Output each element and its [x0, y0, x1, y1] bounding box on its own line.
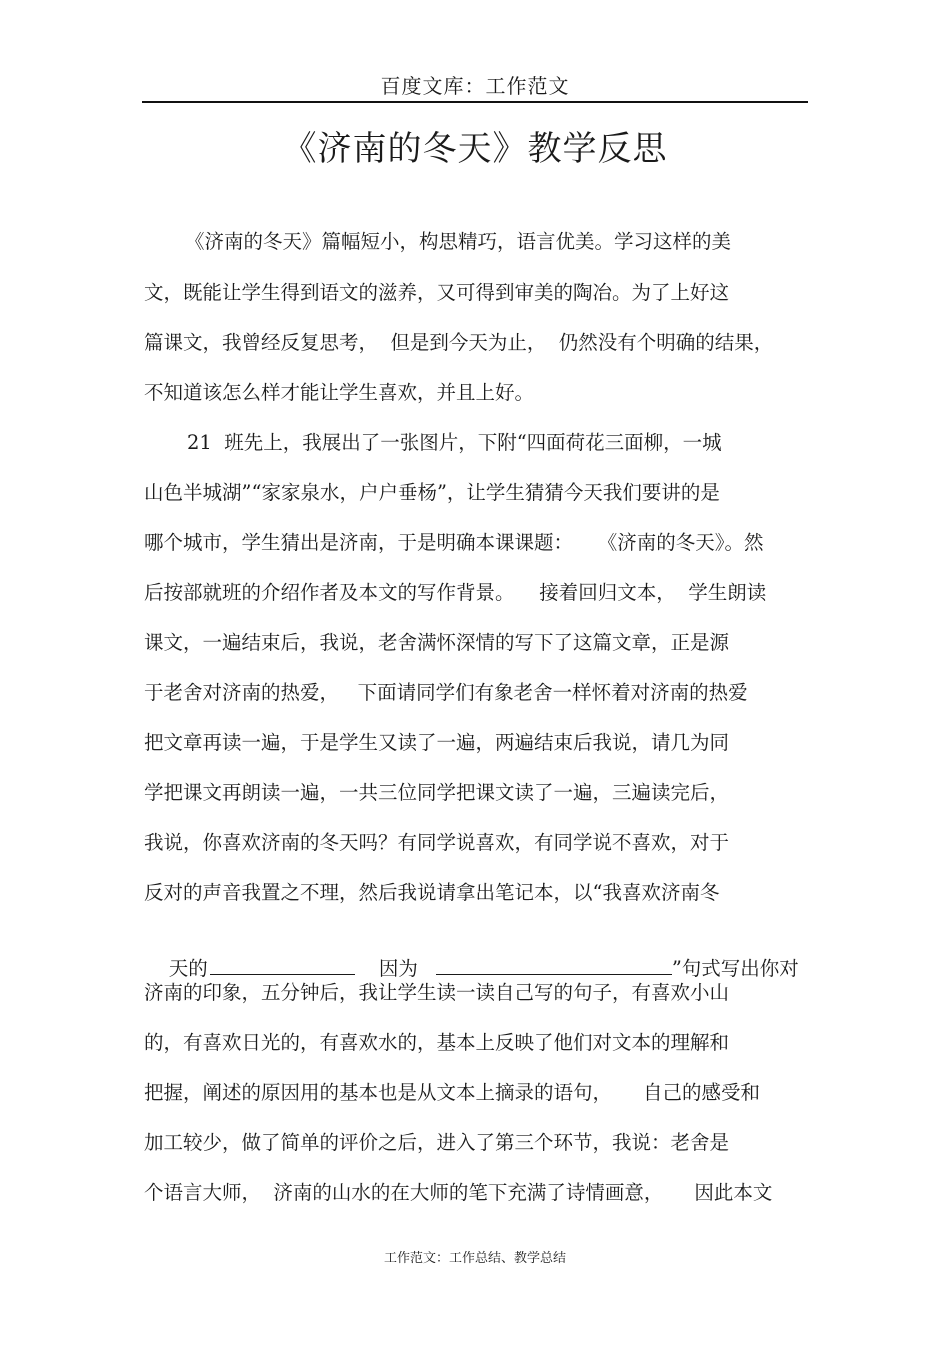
paragraph-line: 加工较少，做了简单的评价之后，进入了第三个环节，我说：老舍是 — [144, 1131, 730, 1154]
paragraph-line: 哪个城市，学生猜出是济南，于是明确本课课题： 《济南的冬天》。然 — [144, 531, 764, 554]
paragraph-line: 篇课文，我曾经反复思考， 但是到今天为止， 仍然没有个明确的结果， — [144, 331, 774, 354]
page-header: 百度文库：工作范文 — [380, 74, 570, 98]
paragraph-line: 后按部就班的介绍作者及本文的写作背景。 接着回归文本， 学生朗读 — [144, 581, 767, 604]
paragraph-line: 反对的声音我置之不理，然后我说请拿出笔记本，以“我喜欢济南冬 — [144, 881, 720, 904]
paragraph-line: 《济南的冬天》篇幅短小，构思精巧，语言优美。学习这样的美 — [185, 230, 732, 253]
paragraph-line: 山色半城湖”“家家泉水，户户垂杨”，让学生猜猜今天我们要讲的是 — [144, 481, 720, 504]
paragraph-line: 21 班先上，我展出了一张图片，下附“四面荷花三面柳，一城 — [187, 431, 722, 454]
blank-2 — [436, 956, 672, 975]
paragraph-line: 我说，你喜欢济南的冬天吗？有同学说喜欢，有同学说不喜欢，对于 — [144, 831, 730, 854]
paragraph-line: 学把课文再朗读一遍，一共三位同学把课文读了一遍，三遍读完后， — [144, 781, 730, 804]
paragraph-line: 课文，一遍结束后，我说，老舍满怀深情的写下了这篇文章，正是源 — [144, 631, 730, 654]
header-divider — [142, 101, 808, 103]
blank-1 — [210, 956, 355, 975]
paragraph-line: 不知道该怎么样才能让学生喜欢，并且上好。 — [144, 381, 535, 404]
paragraph-line: 把握，阐述的原因用的基本也是从文本上摘录的语句， 自己的感受和 — [144, 1081, 760, 1104]
fill-text-before: 天的 — [168, 957, 208, 980]
paragraph-line: 把文章再读一遍，于是学生又读了一遍，两遍结束后我说，请几为同 — [144, 731, 730, 754]
paragraph-line: 文，既能让学生得到语文的滋养，又可得到审美的陶冶。为了上好这 — [144, 281, 730, 304]
paragraph-line: 于老舍对济南的热爱， 下面请同学们有象老舍一样怀着对济南的热爱 — [144, 681, 748, 704]
fill-text-middle: 因为 — [378, 957, 418, 980]
paragraph-line: 个语言大师， 济南的山水的在大师的笔下充满了诗情画意， 因此本文 — [144, 1181, 773, 1204]
fill-text-after: ”句式写出你对 — [671, 957, 799, 980]
paragraph-line: 的，有喜欢日光的，有喜欢水的，基本上反映了他们对文本的理解和 — [144, 1031, 730, 1054]
page-footer: 工作范文：工作总结、教学总结 — [383, 1251, 566, 1266]
document-title: 《济南的冬天》教学反思 — [282, 129, 668, 169]
paragraph-line: 济南的印象，五分钟后，我让学生读一读自己写的句子，有喜欢小山 — [144, 981, 730, 1004]
